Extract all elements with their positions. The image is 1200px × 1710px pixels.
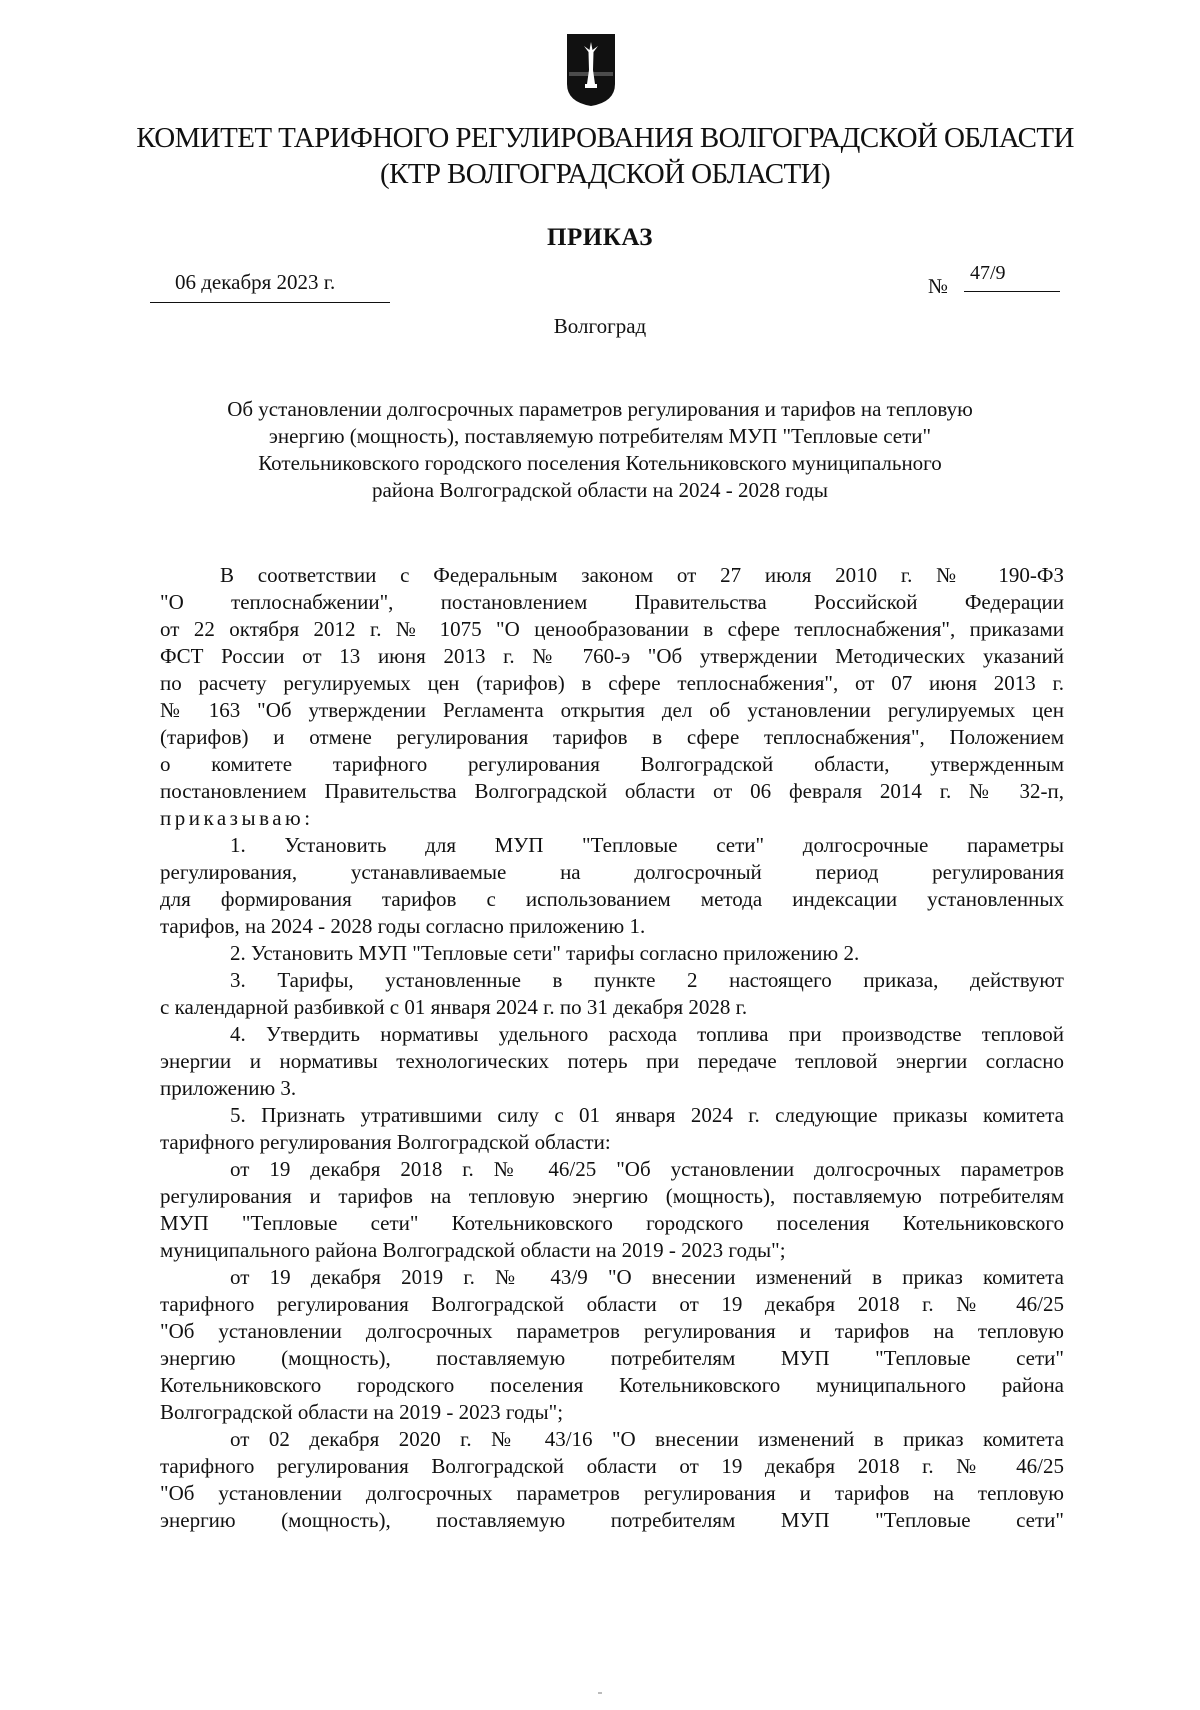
body-line: от 19 декабря 2019 г. № 43/9 "О внесении изменений в приказ комитета [230, 1265, 1064, 1289]
body-line: муниципального района Волгоградской области на 2019 - 2023 годы"; [160, 1238, 786, 1262]
document-body [160, 562, 1064, 1534]
document-date-field [150, 266, 390, 303]
body-line: с календарной разбивкой с 01 января 2024 г. по 31 декабря 2028 г. [160, 995, 748, 1019]
subject-line: Об установлении долгосрочных параметров регулирования и тарифов на тепловую [227, 397, 973, 421]
body-line: тарифного регулирования Волгоградской области от 19 декабря 2018 г. № 46/25 [160, 1292, 1064, 1316]
body-line: № 163 "Об утверждении Регламента открытия дел об установлении регулируемых цен [160, 698, 1064, 722]
body-line: 5. Признать утратившими силу с 01 января 2024 г. следующие приказы комитета [230, 1103, 1064, 1127]
document-subject [160, 396, 1040, 504]
body-line: тарифного регулирования Волгоградской области от 19 декабря 2018 г. № 46/25 [160, 1454, 1064, 1478]
body-line: "Об установлении долгосрочных параметров регулирования и тарифов на тепловую [160, 1481, 1064, 1505]
document-place: Волгоград [553, 314, 647, 338]
document-number: 47/9 [964, 262, 1060, 292]
body-line: о комитете тарифного регулирования Волгоградской области, утвержденным [160, 752, 1064, 776]
document-number-field [928, 262, 1088, 302]
document-type: ПРИКАЗ [547, 224, 653, 251]
document-date: 06 декабря 2023 г. [175, 270, 336, 294]
body-line: 3. Тарифы, установленные в пункте 2 настоящего приказа, действуют [230, 968, 1064, 992]
organization-name: КОМИТЕТ ТАРИФНОГО РЕГУЛИРОВАНИЯ ВОЛГОГРАДСКОЙ ОБЛАСТИ [136, 122, 1074, 154]
body-line: от 19 декабря 2018 г. № 46/25 "Об установлении долгосрочных параметров [230, 1157, 1064, 1181]
body-line: "Об установлении долгосрочных параметров регулирования и тарифов на тепловую [160, 1319, 1064, 1343]
body-line: регулирования и тарифов на тепловую энергию (мощность), поставляемую потребителям [160, 1184, 1064, 1208]
body-line: 1. Установить для МУП "Тепловые сети" долгосрочные параметры [230, 833, 1064, 857]
body-line: энергию (мощность), поставляемую потребителям МУП "Тепловые сети" [160, 1508, 1064, 1532]
subject-line: района Волгоградской области на 2024 - 2028 годы [371, 478, 828, 502]
organization-abbreviation: (КТР ВОЛГОГРАДСКОЙ ОБЛАСТИ) [379, 158, 831, 190]
body-line: Котельниковского городского поселения Котельниковского муниципального района [160, 1373, 1064, 1397]
body-line-order-word: приказываю: [160, 806, 314, 830]
body-line: МУП "Тепловые сети" Котельниковского городского поселения Котельниковского [160, 1211, 1064, 1235]
body-line: ФСТ России от 13 июня 2013 г. № 760-э "Об утверждении Методических указаний [160, 644, 1064, 668]
body-line: для формирования тарифов с использованием метода индексации установленных [160, 887, 1064, 911]
body-line: регулирования, устанавливаемые на долгосрочный период регулирования [160, 860, 1064, 884]
subject-line: энергию (мощность), поставляемую потребителям МУП "Тепловые сети" [268, 424, 932, 448]
body-line: приложению 3. [160, 1076, 297, 1100]
body-line: В соответствии с Федеральным законом от 27 июля 2010 г. № 190-ФЗ [220, 563, 1064, 587]
body-line: постановлением Правительства Волгоградской области от 06 февраля 2014 г. № 32-п, [160, 779, 1064, 803]
body-line: энергию (мощность), поставляемую потребителям МУП "Тепловые сети" [160, 1346, 1064, 1370]
scan-speck [598, 1692, 602, 1694]
body-line: по расчету регулируемых цен (тарифов) в сфере теплоснабжения", от 07 июня 2013 г. [160, 671, 1064, 695]
body-line: тарифов, на 2024 - 2028 годы согласно приложению 1. [160, 914, 646, 938]
body-line: от 02 декабря 2020 г. № 43/16 "О внесении изменений в приказ комитета [230, 1427, 1064, 1451]
number-sign: № [928, 274, 949, 298]
body-line: "О теплоснабжении", постановлением Правительства Российской Федерации [160, 590, 1064, 614]
body-line: от 22 октября 2012 г. № 1075 "О ценообразовании в сфере теплоснабжения", приказами [160, 617, 1064, 641]
body-line: 2. Установить МУП "Тепловые сети" тарифы согласно приложению 2. [230, 941, 860, 965]
body-line: тарифного регулирования Волгоградской области: [160, 1130, 611, 1154]
organization-title [110, 120, 1100, 192]
body-line: 4. Утвердить нормативы удельного расхода топлива при производстве тепловой [230, 1022, 1064, 1046]
body-line: (тарифов) и отмене регулирования тарифов в сфере теплоснабжения", Положением [160, 725, 1064, 749]
subject-line: Котельниковского городского поселения Котельниковского муниципального [258, 451, 942, 475]
body-line: энергии и нормативы технологических потерь при передаче тепловой энергии согласно [160, 1049, 1064, 1073]
coat-of-arms-icon [565, 32, 617, 108]
body-line: Волгоградской области на 2019 - 2023 годы"; [160, 1400, 564, 1424]
